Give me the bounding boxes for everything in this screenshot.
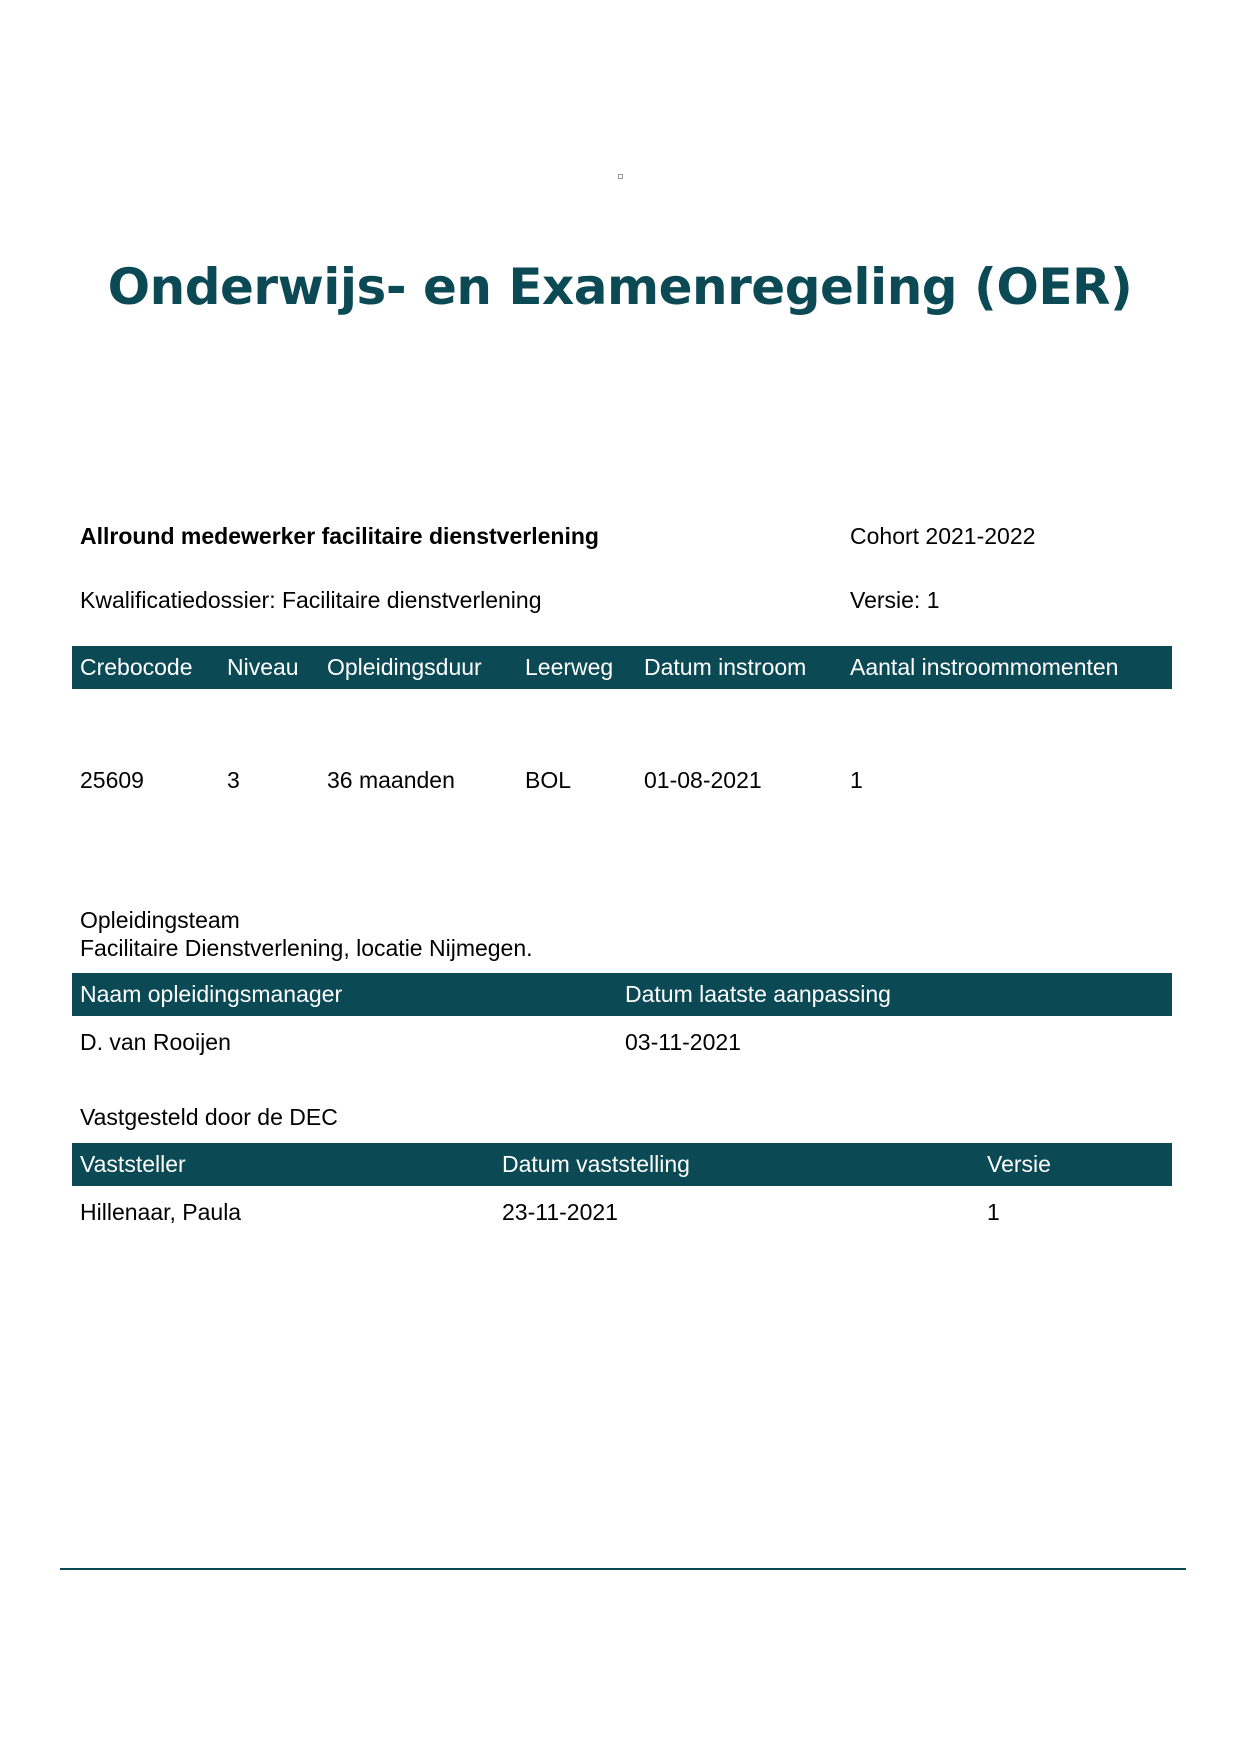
- header-naam-opleidingsmanager: Naam opleidingsmanager: [80, 981, 343, 1007]
- cell-crebocode: 25609: [80, 767, 144, 793]
- approval-table-header: [72, 1143, 1172, 1186]
- qualification-dossier: Kwalificatiedossier: Facilitaire dienstverlening: [80, 587, 542, 613]
- header-aantal-instroommomenten: Aantal instroommomenten: [850, 654, 1119, 680]
- cell-leerweg: BOL: [525, 767, 572, 793]
- team-name: Facilitaire Dienstverlening, locatie Nijmegen.: [80, 935, 533, 961]
- cell-niveau: 3: [227, 767, 240, 793]
- cell-vaststeller: Hillenaar, Paula: [80, 1199, 242, 1225]
- cell-manager-name: D. van Rooijen: [80, 1029, 231, 1055]
- footer-divider: [60, 1568, 1186, 1570]
- program-name: Allround medewerker facilitaire dienstverlening: [80, 523, 599, 549]
- cell-datum-instroom: 01-08-2021: [644, 767, 762, 793]
- team-label: Opleidingsteam: [80, 907, 240, 933]
- cohort-label: Cohort 2021-2022: [850, 523, 1036, 549]
- document-title: Onderwijs- en Examenregeling (OER): [107, 258, 1133, 316]
- header-crebocode: Crebocode: [80, 654, 193, 680]
- placeholder-marker-icon: [618, 174, 623, 179]
- program-table-header: [72, 646, 1172, 689]
- header-opleidingsduur: Opleidingsduur: [327, 654, 482, 680]
- manager-table-header: [72, 973, 1172, 1016]
- header-niveau: Niveau: [227, 654, 299, 680]
- header-leerweg: Leerweg: [525, 654, 614, 680]
- header-vaststeller: Vaststeller: [80, 1151, 186, 1177]
- header-datum-laatste-aanpassing: Datum laatste aanpassing: [625, 981, 891, 1007]
- version-label: Versie: 1: [850, 587, 940, 613]
- header-datum-vaststelling: Datum vaststelling: [502, 1151, 690, 1177]
- cell-last-modified: 03-11-2021: [625, 1029, 741, 1055]
- cell-versie: 1: [987, 1199, 1000, 1225]
- cell-opleidingsduur: 36 maanden: [327, 767, 455, 793]
- approval-label: Vastgesteld door de DEC: [80, 1104, 338, 1130]
- header-versie: Versie: [987, 1151, 1051, 1177]
- cell-datum-vaststelling: 23-11-2021: [502, 1199, 618, 1225]
- cell-aantal-instroommomenten: 1: [850, 767, 863, 793]
- header-datum-instroom: Datum instroom: [644, 654, 807, 680]
